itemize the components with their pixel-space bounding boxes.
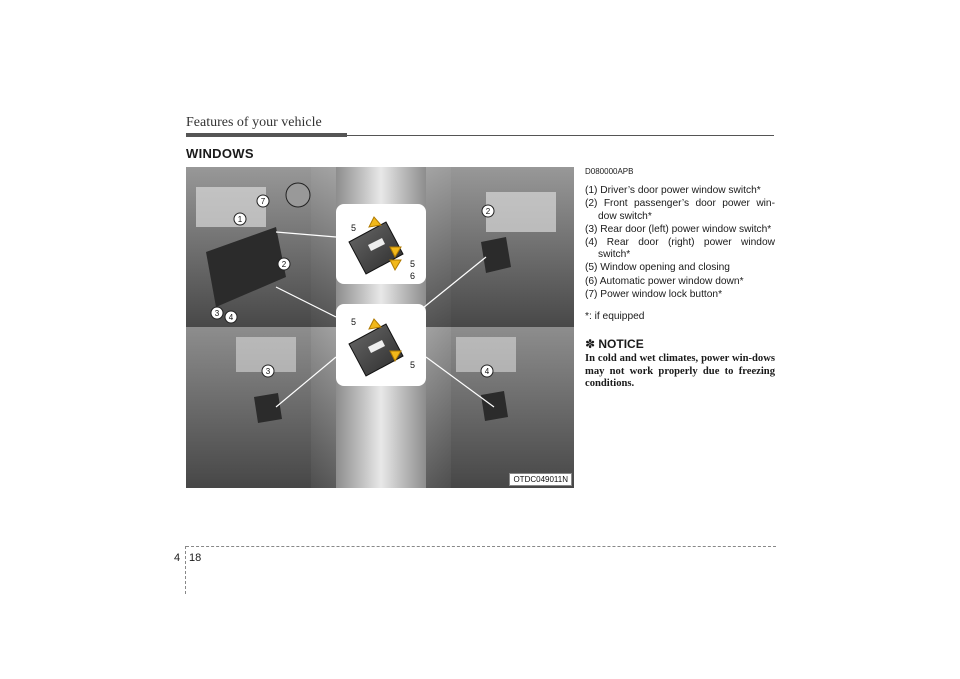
list-item: (1) Driver’s door power window switch*: [585, 185, 761, 197]
callout-4b: 4: [484, 367, 490, 376]
list-item: (7) Power window lock button*: [585, 288, 723, 300]
callout-5-rear-up: 5: [351, 317, 357, 327]
list-item: (3) Rear door (left) power window switch*: [585, 223, 772, 235]
list-item: (2) Front passenger’s door power win-dow switch*: [585, 198, 775, 222]
window-switch-figure: [186, 167, 574, 488]
zoom-box-rear: [336, 304, 426, 386]
rear-right-switch: [481, 391, 508, 421]
mirror-control: [286, 183, 310, 207]
rear-left-switch: [254, 393, 282, 423]
callout-3b: 3: [265, 367, 271, 376]
callout-2b: 2: [485, 207, 491, 216]
section-heading: WINDOWS: [186, 146, 254, 161]
notice-body: In cold and wet climates, power win-dows may not work properly due to freezing conditions.: [585, 353, 775, 389]
callout-5-rear-down: 5: [410, 360, 416, 370]
legend-list: [585, 185, 775, 301]
callout-5-front-down: 5: [410, 259, 416, 269]
callout-6: 6: [410, 271, 416, 281]
callout-4a: 4: [228, 313, 234, 322]
running-header: Features of your vehicle: [186, 115, 322, 130]
footnote: *: if equipped: [585, 311, 645, 323]
figure-code: OTDC049011N: [509, 473, 572, 486]
chapter-number: 4: [174, 552, 181, 564]
list-item: (6) Automatic power window down*: [585, 275, 744, 287]
figure-illustration: [186, 167, 574, 488]
passenger-door-handle: [486, 192, 556, 232]
header-rule-accent: [186, 133, 347, 137]
list-item: (4) Rear door (right) power window switch*: [585, 237, 775, 261]
callout-2a: 2: [281, 260, 287, 269]
footer-rule: [186, 546, 776, 547]
page-number: 18: [189, 552, 202, 564]
doc-code: D080000APB: [585, 167, 634, 176]
header-rule: [347, 135, 774, 136]
callout-1: 1: [237, 215, 243, 224]
legend-text: [585, 166, 775, 390]
driver-door-handle: [196, 187, 266, 227]
passenger-switch: [481, 237, 511, 273]
callout-7: 7: [260, 197, 266, 206]
callout-5-front-up: 5: [351, 223, 357, 233]
callout-3a: 3: [214, 309, 220, 318]
notice-title: ✽ NOTICE: [585, 337, 644, 352]
list-item: (5) Window opening and closing: [585, 262, 730, 274]
footer-divider: [185, 546, 186, 594]
